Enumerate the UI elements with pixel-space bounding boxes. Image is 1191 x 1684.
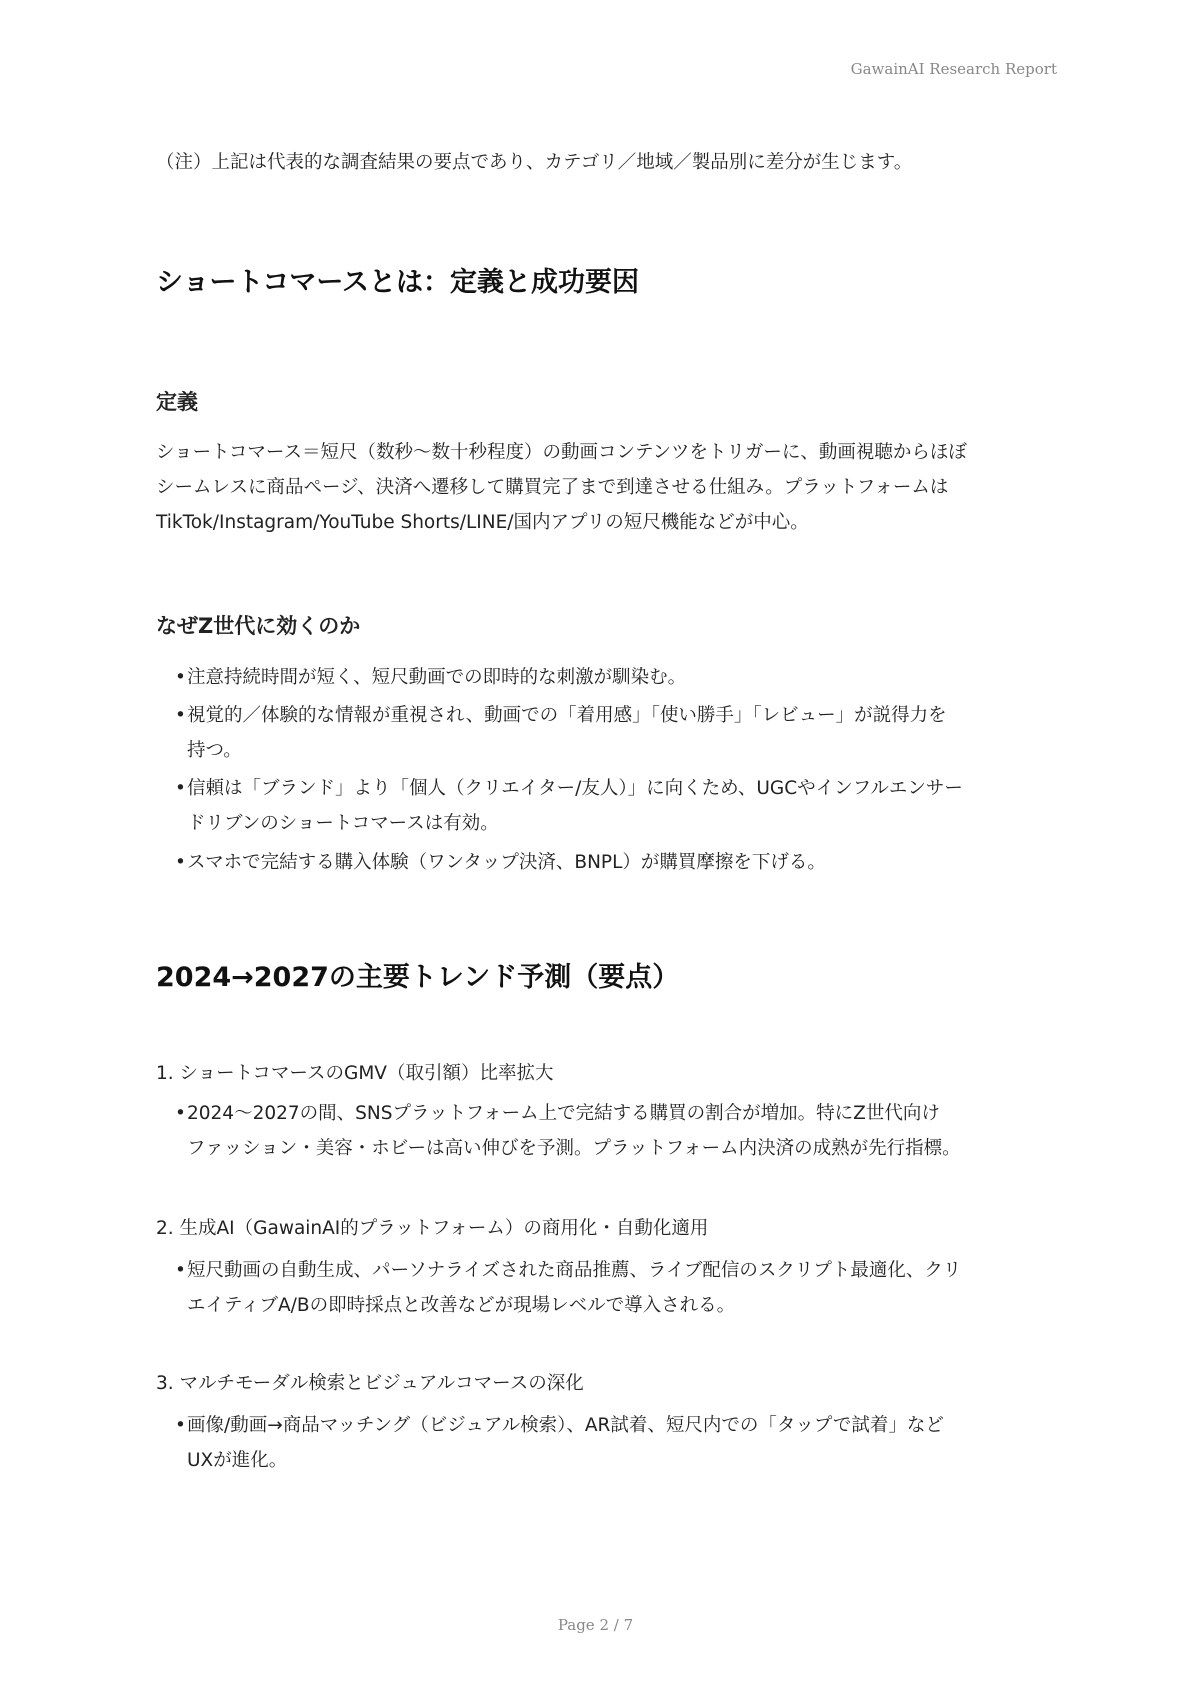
definition-paragraph [156, 435, 1056, 540]
list-item: • 注意持続時間が短く、短尺動画での即時的な刺激が馴染む。 [175, 660, 1067, 695]
text-line: ショートコマース＝短尺（数秒〜数十秒程度）の動画コンテンツをトリガーに、動画視聴からほぼ [156, 442, 967, 463]
note: （注）上記は代表的な調査結果の要点であり、カテゴリ／地域／製品別に差分が生じます。 [156, 152, 913, 173]
text-line: シームレスに商品ページ、決済へ遷移して購買完了まで到達させる仕組み。プラットフォームは [156, 477, 949, 498]
numbered-item-title: 1. ショートコマースのGMV（取引額）比率拡大 [156, 1063, 554, 1084]
list-item: • スマホで完結する購入体験（ワンタップ決済、BNPL）が購買摩擦を下げる。 [175, 845, 1067, 880]
page-number: Page 2 / 7 [557, 1616, 634, 1634]
list-item: • 短尺動画の自動生成、パーソナライズされた商品推薦、ライブ配信のスクリプト最適化、クリ エイティブA/Bの即時採点と改善などが現場レベルで導入される。 [175, 1253, 1067, 1323]
list-item: • 2024〜2027の間、SNSプラットフォーム上で完結する購買の割合が増加。特にZ世代向け ファッション・美容・ホビーは高い伸びを予測。プラットフォーム内決済の成熟が先行指標。 [175, 1096, 1067, 1166]
section-title: ショートコマースとは：定義と成功要因 [156, 267, 640, 298]
text-line: TikTok/Instagram/YouTube Shorts/LINE/国内アプリの短尺機能などが中心。 [156, 512, 809, 533]
list-item: • 視覚的／体験的な情報が重視され、動画での「着用感」「使い勝手」「レビュー」が説得力を 持つ。 [175, 698, 1067, 768]
numbered-item-title: 3. マルチモーダル検索とビジュアルコマースの深化 [156, 1373, 584, 1394]
list-item: • 信頼は「ブランド」より「個人（クリエイター/友人）」に向くため、UGCやインフルエンサー ドリブンのショートコマースは有効。 [175, 771, 1067, 841]
numbered-item-title: 2. 生成AI（GawainAI的プラットフォーム）の商用化・自動化適用 [156, 1218, 709, 1239]
subsection-title: なぜZ世代に効くのか [156, 614, 361, 638]
running-header: GawainAI Research Report [850, 60, 1057, 78]
subsection-title: 定義 [156, 390, 198, 414]
list-item: • 画像/動画→商品マッチング（ビジュアル検索）、AR試着、短尺内での「タップで試着」など UXが進化。 [175, 1408, 1067, 1478]
section-title: 2024→2027の主要トレンド予測（要点） [156, 962, 680, 993]
